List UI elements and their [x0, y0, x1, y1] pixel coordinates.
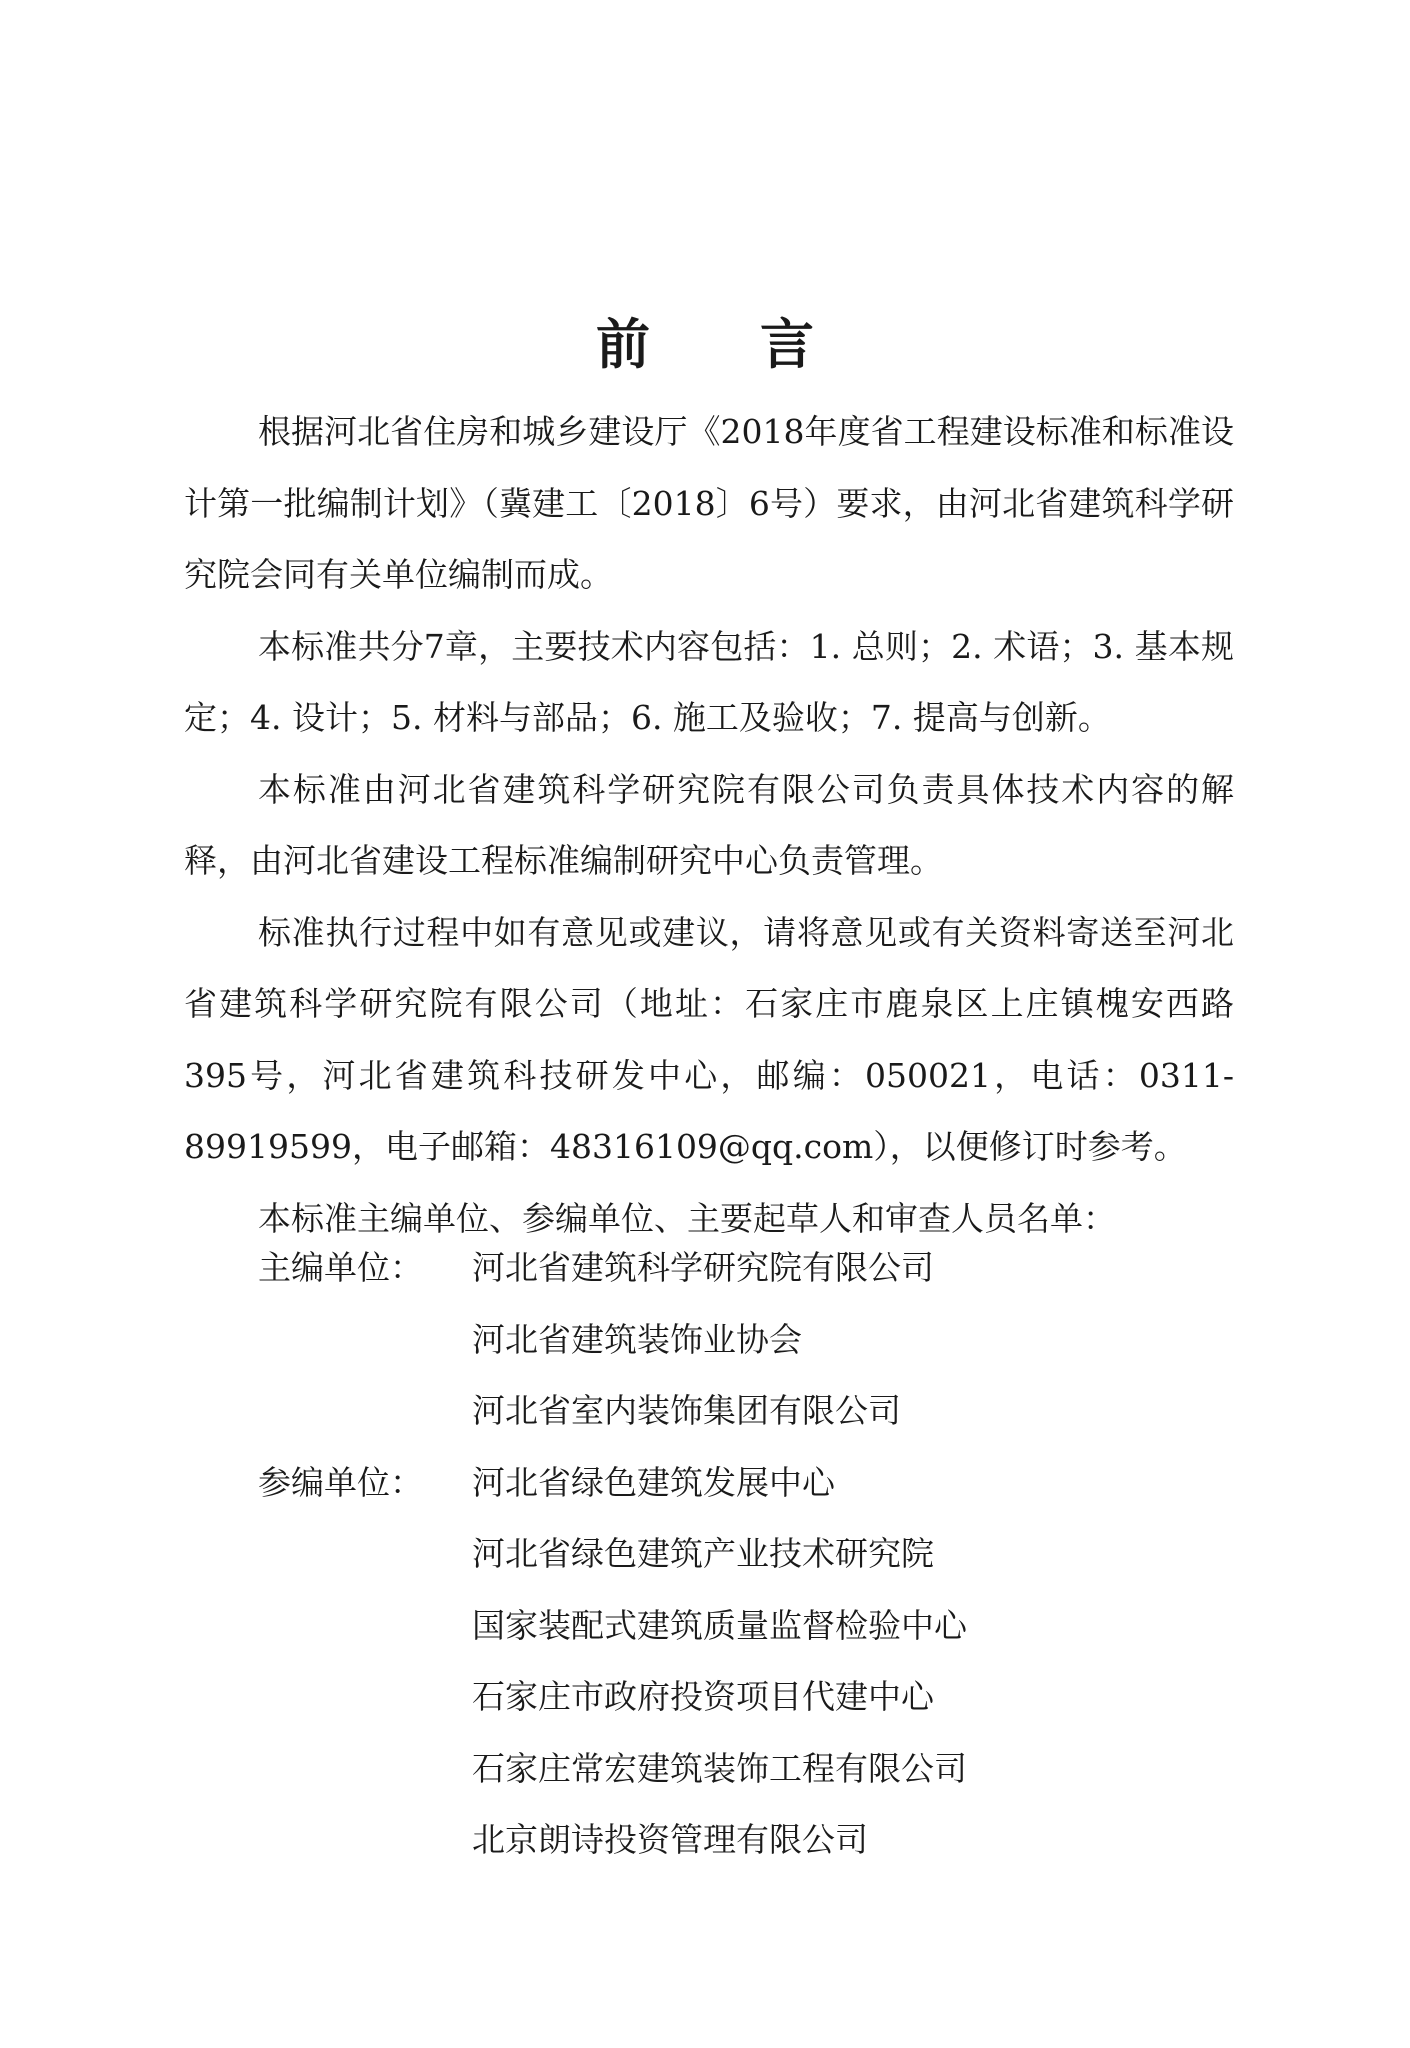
preface-body — [184, 396, 1234, 1254]
list-item: 河北省绿色建筑产业技术研究院 — [472, 1534, 934, 1573]
list-item: 河北省建筑科学研究院有限公司 — [472, 1248, 934, 1287]
chief-editor-label: 主编单位： — [258, 1248, 423, 1287]
paragraph-chapters: 本标准共分7章，主要技术内容包括：1. 总则；2. 术语；3. 基本规定；4. 设计；5. 材料与部品；6. 施工及验收；7. 提高与创新。 — [184, 626, 1234, 737]
chief-editor-units — [258, 1232, 967, 1447]
paragraph-compilation-basis: 根据河北省住房和城乡建设厅《2018年度省工程建设标准和标准设计第一批编制计划》（冀建工〔2018〕6号）要求，由河北省建筑科学研究院会同有关单位编制而成。 — [184, 412, 1234, 594]
participating-units — [258, 1447, 967, 1876]
paragraph-interpretation: 本标准由河北省建筑科学研究院有限公司负责具体技术内容的解释，由河北省建设工程标准编制研究中心负责管理。 — [184, 769, 1234, 880]
list-item: 国家装配式建筑质量监督检验中心 — [472, 1605, 967, 1645]
paragraph-list-intro: 本标准主编单位、参编单位、主要起草人和审查人员名单： — [258, 1198, 1116, 1238]
list-item: 河北省建筑装饰业协会 — [472, 1319, 802, 1359]
paragraph-feedback-contact: 标准执行过程中如有意见或建议，请将意见或有关资料寄送至河北省建筑科学研究院有限公司（地址：石家庄市鹿泉区上庄镇槐安西路395号，河北省建筑科技研发中心，邮编：050021，电话：0311-89919599，电子邮箱：48316109@qq.com），以便修订时参考。 — [184, 912, 1234, 1166]
list-item: 石家庄常宏建筑装饰工程有限公司 — [472, 1748, 967, 1788]
list-item: 北京朗诗投资管理有限公司 — [472, 1820, 868, 1859]
units-list — [258, 1232, 967, 1876]
participating-label: 参编单位： — [258, 1462, 423, 1502]
list-item: 石家庄市政府投资项目代建中心 — [472, 1677, 934, 1716]
list-item: 河北省室内装饰集团有限公司 — [472, 1391, 901, 1430]
page-title: 前言 — [596, 312, 924, 377]
participating-list — [472, 1447, 967, 1876]
list-item: 河北省绿色建筑发展中心 — [472, 1462, 835, 1502]
chief-editor-list — [472, 1232, 934, 1447]
